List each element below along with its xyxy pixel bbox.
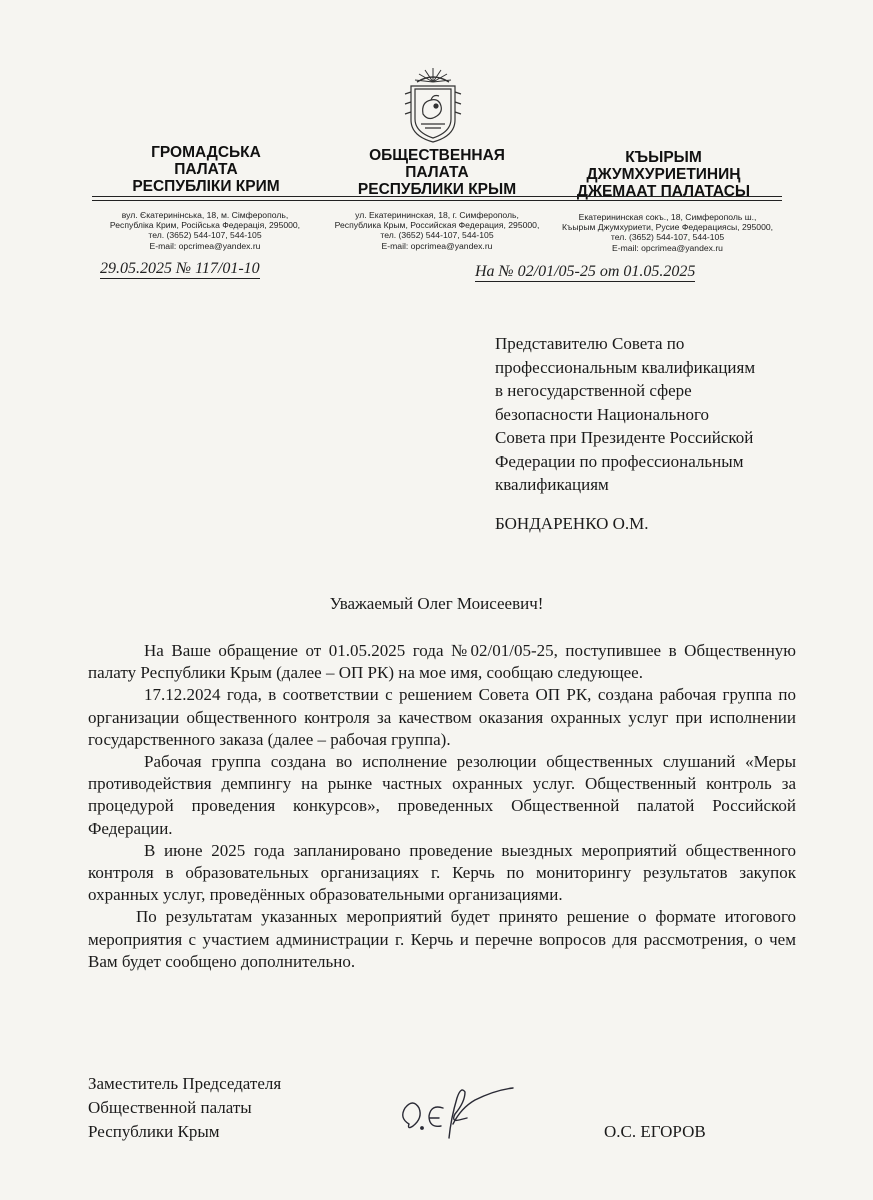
letterhead-title-russian: ОБЩЕСТВЕННАЯ ПАЛАТА РЕСПУБЛИКИ КРЫМ (357, 147, 517, 198)
signatory-name: О.С. ЕГОРОВ (604, 1122, 706, 1141)
body-paragraph: На Ваше обращение от 01.05.2025 года №02/01/05-25, поступившее в Общественную палату Республики Крым (далее – ОП РК) на мое имя, сообщаю следующее. (88, 641, 796, 683)
letterhead-divider-thin (92, 200, 782, 201)
body-paragraph: По результатам указанных мероприятий будет принято решение о формате итогового мероприятия с участием администрации г. Керчь и перечне вопросов для рассмотрения, о чем Вам будет сообщено дополнительно. (88, 907, 796, 971)
body-paragraph: Рабочая группа создана во исполнение резолюции общественных слушаний «Меры противодействия демпингу на рынке частных охранных услуг. Общественный контроль за процедурой проведения конкурсов», проведенных Общественной палатой Российской Федерации. (88, 752, 796, 838)
addressee-block (495, 332, 815, 497)
address-russian: ул. Екатерининская, 18, г. Симферополь, Республика Крым, Российская Федерация, 295000, тел. (3652) 544-107, 544-105 E-mail: opcrimea@yandex.ru (334, 210, 540, 251)
signatory-position: Заместитель Председателя Общественной палаты Республики Крым (88, 1074, 282, 1141)
letter-body (88, 640, 796, 973)
letterhead-divider (92, 196, 782, 197)
addressee-line: квалификациям (495, 475, 609, 494)
addressee-line: безопасности Национального (495, 404, 710, 424)
addressee-line: профессиональным квалификациям (495, 357, 756, 377)
addressee-name: БОНДАРЕНКО О.М. (495, 514, 649, 533)
body-paragraph: В июне 2025 года запланировано проведение выездных мероприятий общественного контроля в образовательных организациях г. Керчь по мониторингу результатов закупок охранных услуг, проведённых образовательными организациями. (88, 840, 796, 905)
incoming-reference-number: На № 02/01/05-25 от 01.05.2025 (475, 263, 696, 280)
letterhead-title-ukrainian: ГРОМАДСЬКА ПАЛАТА РЕСПУБЛІКИ КРИМ (132, 144, 280, 195)
addressee-line: Представителю Совета по (495, 334, 685, 353)
letterhead-title-crimean-tatar: КЪЫРЫМ ДЖУМХУРИЕТИНИҢ ДЖЕМААТ ПАЛАТАСЫ (576, 149, 751, 200)
handwritten-signature (395, 1078, 520, 1150)
addressee-line: в негосударственной сфере (495, 381, 692, 400)
greeting: Уважаемый Олег Моисеевич! (329, 594, 544, 613)
crimea-emblem-icon (403, 64, 463, 144)
body-paragraph: 17.12.2024 года, в соответствии с решением Совета ОП РК, создана рабочая группа по организации общественного контроля за качеством оказания охранных услуг при исполнении государственного заказа (далее – рабочая группа). (88, 685, 796, 749)
addressee-line: Совета при Президенте Российской (495, 428, 754, 447)
address-ukrainian: вул. Єкатеринінська, 18, м. Сімферополь, Республіка Крим, Російська Федерація, 295000, тел. (3652) 544-107, 544-105 E-mail: opcrimea@yandex.ru (109, 210, 301, 251)
addressee-line: Федерации по профессиональным (495, 451, 744, 471)
address-crimean-tatar: Екатерининская сокъ., 18, Симферополь ш., Къырым Джумхуриети, Русие Федерациясы, 295000, тел. (3652) 544-107, 544-105 E-mail: opcrimea@yandex.ru (561, 212, 774, 253)
outgoing-registration-number: 29.05.2025 № 117/01-10 (100, 260, 260, 277)
